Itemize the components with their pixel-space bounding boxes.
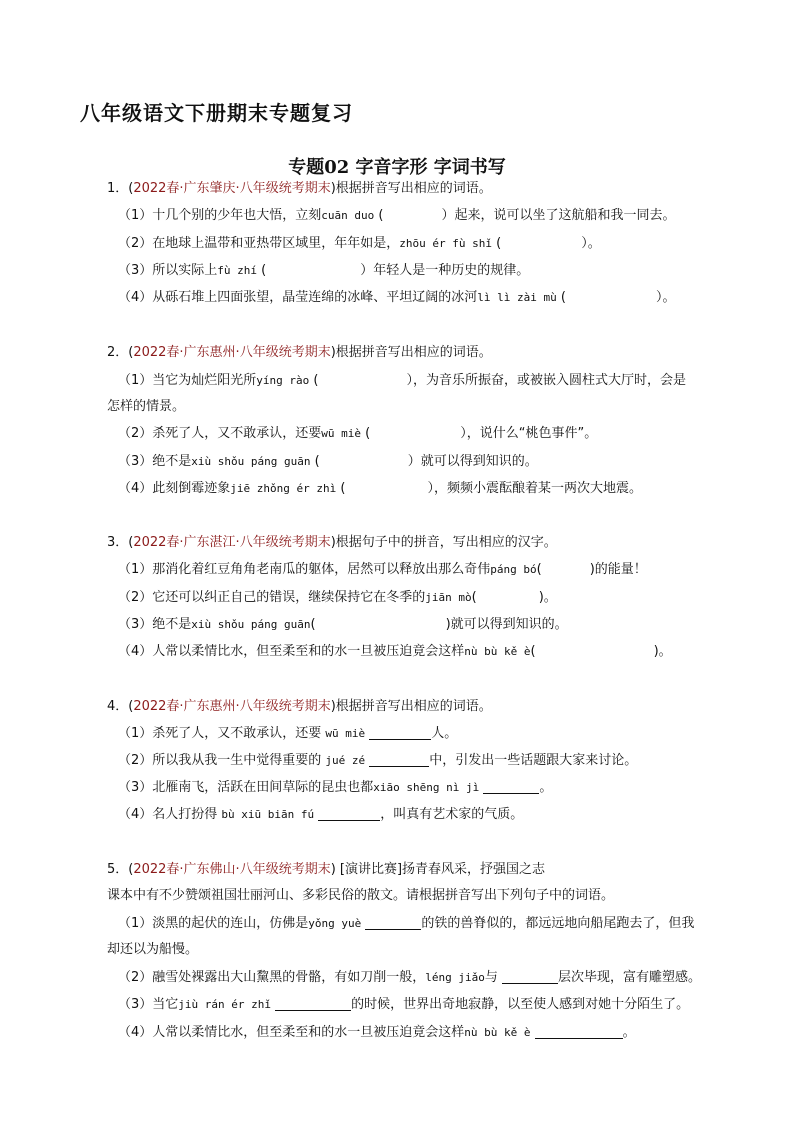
question-5-item-2: （2）融雪处裸露出大山黧黑的骨骼，有如刀削一般，léng jiǎo与 层次毕现，富有雕塑感。 (118, 970, 702, 985)
question-1-item-3: （3）所以实际上fù zhí ( ）年轻人是一种历史的规律。 (118, 263, 530, 278)
pinyin: jiān mò (425, 591, 472, 604)
question-3-item-1: （1）那消化着红豆角角老南瓜的躯体，居然可以释放出那么奇伟páng bó( )的能量！ (118, 562, 647, 577)
pinyin: jiù rán ér zhǐ (178, 998, 271, 1011)
page-title: 八年级语文下册期末专题复习 (80, 101, 353, 125)
question-instruction: )根据拼音写出相应的词语。 (330, 699, 492, 714)
question-source: 2022春·广东佛山·八年级统考期末 (133, 862, 331, 877)
question-4-item-3: （3）北雁南飞，活跃在田间草际的昆虫也都xiāo shēng nì jì 。 (118, 780, 553, 795)
answer-blank[interactable] (318, 806, 380, 821)
question-5-item-3: （3）当它jiù rán ér zhǐ 的时候，世界出奇地寂静，以至使人感到对她十分陌生了。 (118, 997, 690, 1012)
question-2-item-2: （2）杀死了人，又不敢承认，还要wū miè ( ），说什么“桃色事件”。 (118, 426, 598, 441)
question-5-item-1: （1）淡黑的起伏的连山，仿佛是yǒng yuè 的铁的兽脊似的，都远远地向船尾跑去了，但我 (118, 916, 695, 931)
answer-blank[interactable] (369, 752, 429, 767)
answer-blank[interactable] (483, 779, 539, 794)
pinyin: zhōu ér fù shǐ (399, 237, 492, 250)
question-5-item-1-cont: 却还以为船慢。 (107, 942, 199, 957)
pinyin: bù xiū biān fú (221, 808, 315, 821)
pinyin: xiù shǒu páng guān (191, 455, 311, 468)
question-number: 3．( (107, 535, 134, 550)
question-instruction: ) [演讲比赛]扬青春风采，抒强国之志 (330, 862, 546, 877)
answer-blank[interactable] (365, 915, 421, 930)
question-2-item-4: （4）此刻倒霉迹象jiē zhǒng ér zhì ( ），频频小震酝酿着某一两次大地震。 (118, 481, 642, 496)
question-number: 1．( (107, 181, 134, 196)
pinyin: xiù shǒu páng guān (191, 618, 311, 631)
question-4-item-1: （1）杀死了人，又不敢承认，还要 wū miè 人。 (118, 726, 458, 741)
pinyin: wū miè (321, 427, 362, 440)
question-2-header (107, 344, 492, 362)
question-number: 5．( (107, 862, 134, 877)
question-2-item-1: （1）当它为灿烂阳光所yíng rào ( ），为音乐所振奋，或被嵌入圆柱式大厅时，会是 (118, 373, 686, 388)
question-3-header (107, 534, 557, 552)
question-number: 4．( (107, 699, 134, 714)
question-1-item-2: （2）在地球上温带和亚热带区域里，年年如是，zhōu ér fù shǐ ( ）。 (118, 236, 601, 251)
question-instruction: )根据句子中的拼音，写出相应的汉字。 (330, 535, 557, 550)
pinyin: nù bù kě è (464, 645, 531, 658)
pinyin: cuān duo (321, 209, 375, 222)
question-3-item-2: （2）它还可以纠正自己的错误，继续保持它在冬季的jiān mò( )。 (118, 590, 557, 605)
question-source: 2022春·广东惠州·八年级统考期末 (133, 345, 331, 360)
answer-blank[interactable] (502, 969, 558, 984)
answer-blank[interactable] (535, 1024, 623, 1039)
question-number: 2．( (107, 345, 134, 360)
question-4-item-4: （4）名人打扮得 bù xiū biān fú ，叫真有艺术家的气质。 (118, 807, 524, 822)
question-1-item-4: （4）从砾石堆上四面张望，晶莹连绵的冰峰、平坦辽阔的冰河lì lì zài mù ( ）。 (118, 290, 676, 305)
question-2-item-3: （3）绝不是xiù shǒu páng guān ( ）就可以得到知识的。 (118, 454, 538, 469)
pinyin: páng bó (490, 563, 537, 576)
pinyin: jué zé (325, 754, 366, 767)
pinyin: jiē zhǒng ér zhì (230, 482, 337, 495)
question-3-item-4: （4）人常以柔情比水，但至柔至和的水一旦被压迫竟会这样nù bù kě è( )。 (118, 644, 672, 659)
pinyin: nù bù kě è (464, 1026, 531, 1039)
pinyin: fù zhí (217, 264, 258, 277)
question-2-item-1-cont: 怎样的情景。 (107, 399, 186, 414)
question-5-header (107, 861, 545, 879)
question-source: 2022春·广东肇庆·八年级统考期末 (133, 181, 331, 196)
question-4-item-2: （2）所以我从我一生中觉得重要的 jué zé 中，引发出一些话题跟大家来讨论。 (118, 753, 638, 768)
question-4-header (107, 698, 492, 716)
question-5-intro: 课本中有不少赞颂祖国壮丽河山、多彩民俗的散文。请根据拼音写出下列句子中的词语。 (107, 888, 615, 903)
pinyin: yǒng yuè (308, 917, 362, 930)
question-5-item-4: （4）人常以柔情比水，但至柔至和的水一旦被压迫竟会这样nù bù kě è 。 (118, 1025, 636, 1040)
question-1-item-1: （1）十几个别的少年也大悟，立刻cuān duo ( ）起来，说可以坐了这航船和我一同去。 (118, 208, 676, 223)
answer-blank[interactable] (275, 996, 351, 1011)
pinyin: yíng rào (256, 374, 310, 387)
question-instruction: )根据拼音写出相应的词语。 (330, 181, 492, 196)
question-3-item-3: （3）绝不是xiù shǒu páng guān( )就可以得到知识的。 (118, 617, 568, 632)
pinyin: léng jiǎo (425, 971, 485, 984)
topic-title: 专题02 字音字形 字词书写 (288, 157, 506, 178)
pinyin: lì lì zài mù (477, 291, 557, 304)
question-source: 2022春·广东惠州·八年级统考期末 (133, 699, 331, 714)
pinyin: xiāo shēng nì jì (373, 781, 480, 794)
pinyin: wū miè (325, 727, 366, 740)
question-instruction: )根据拼音写出相应的词语。 (330, 345, 492, 360)
question-1-header (107, 180, 492, 198)
answer-blank[interactable] (369, 725, 431, 740)
question-source: 2022春·广东湛江·八年级统考期末 (133, 535, 331, 550)
